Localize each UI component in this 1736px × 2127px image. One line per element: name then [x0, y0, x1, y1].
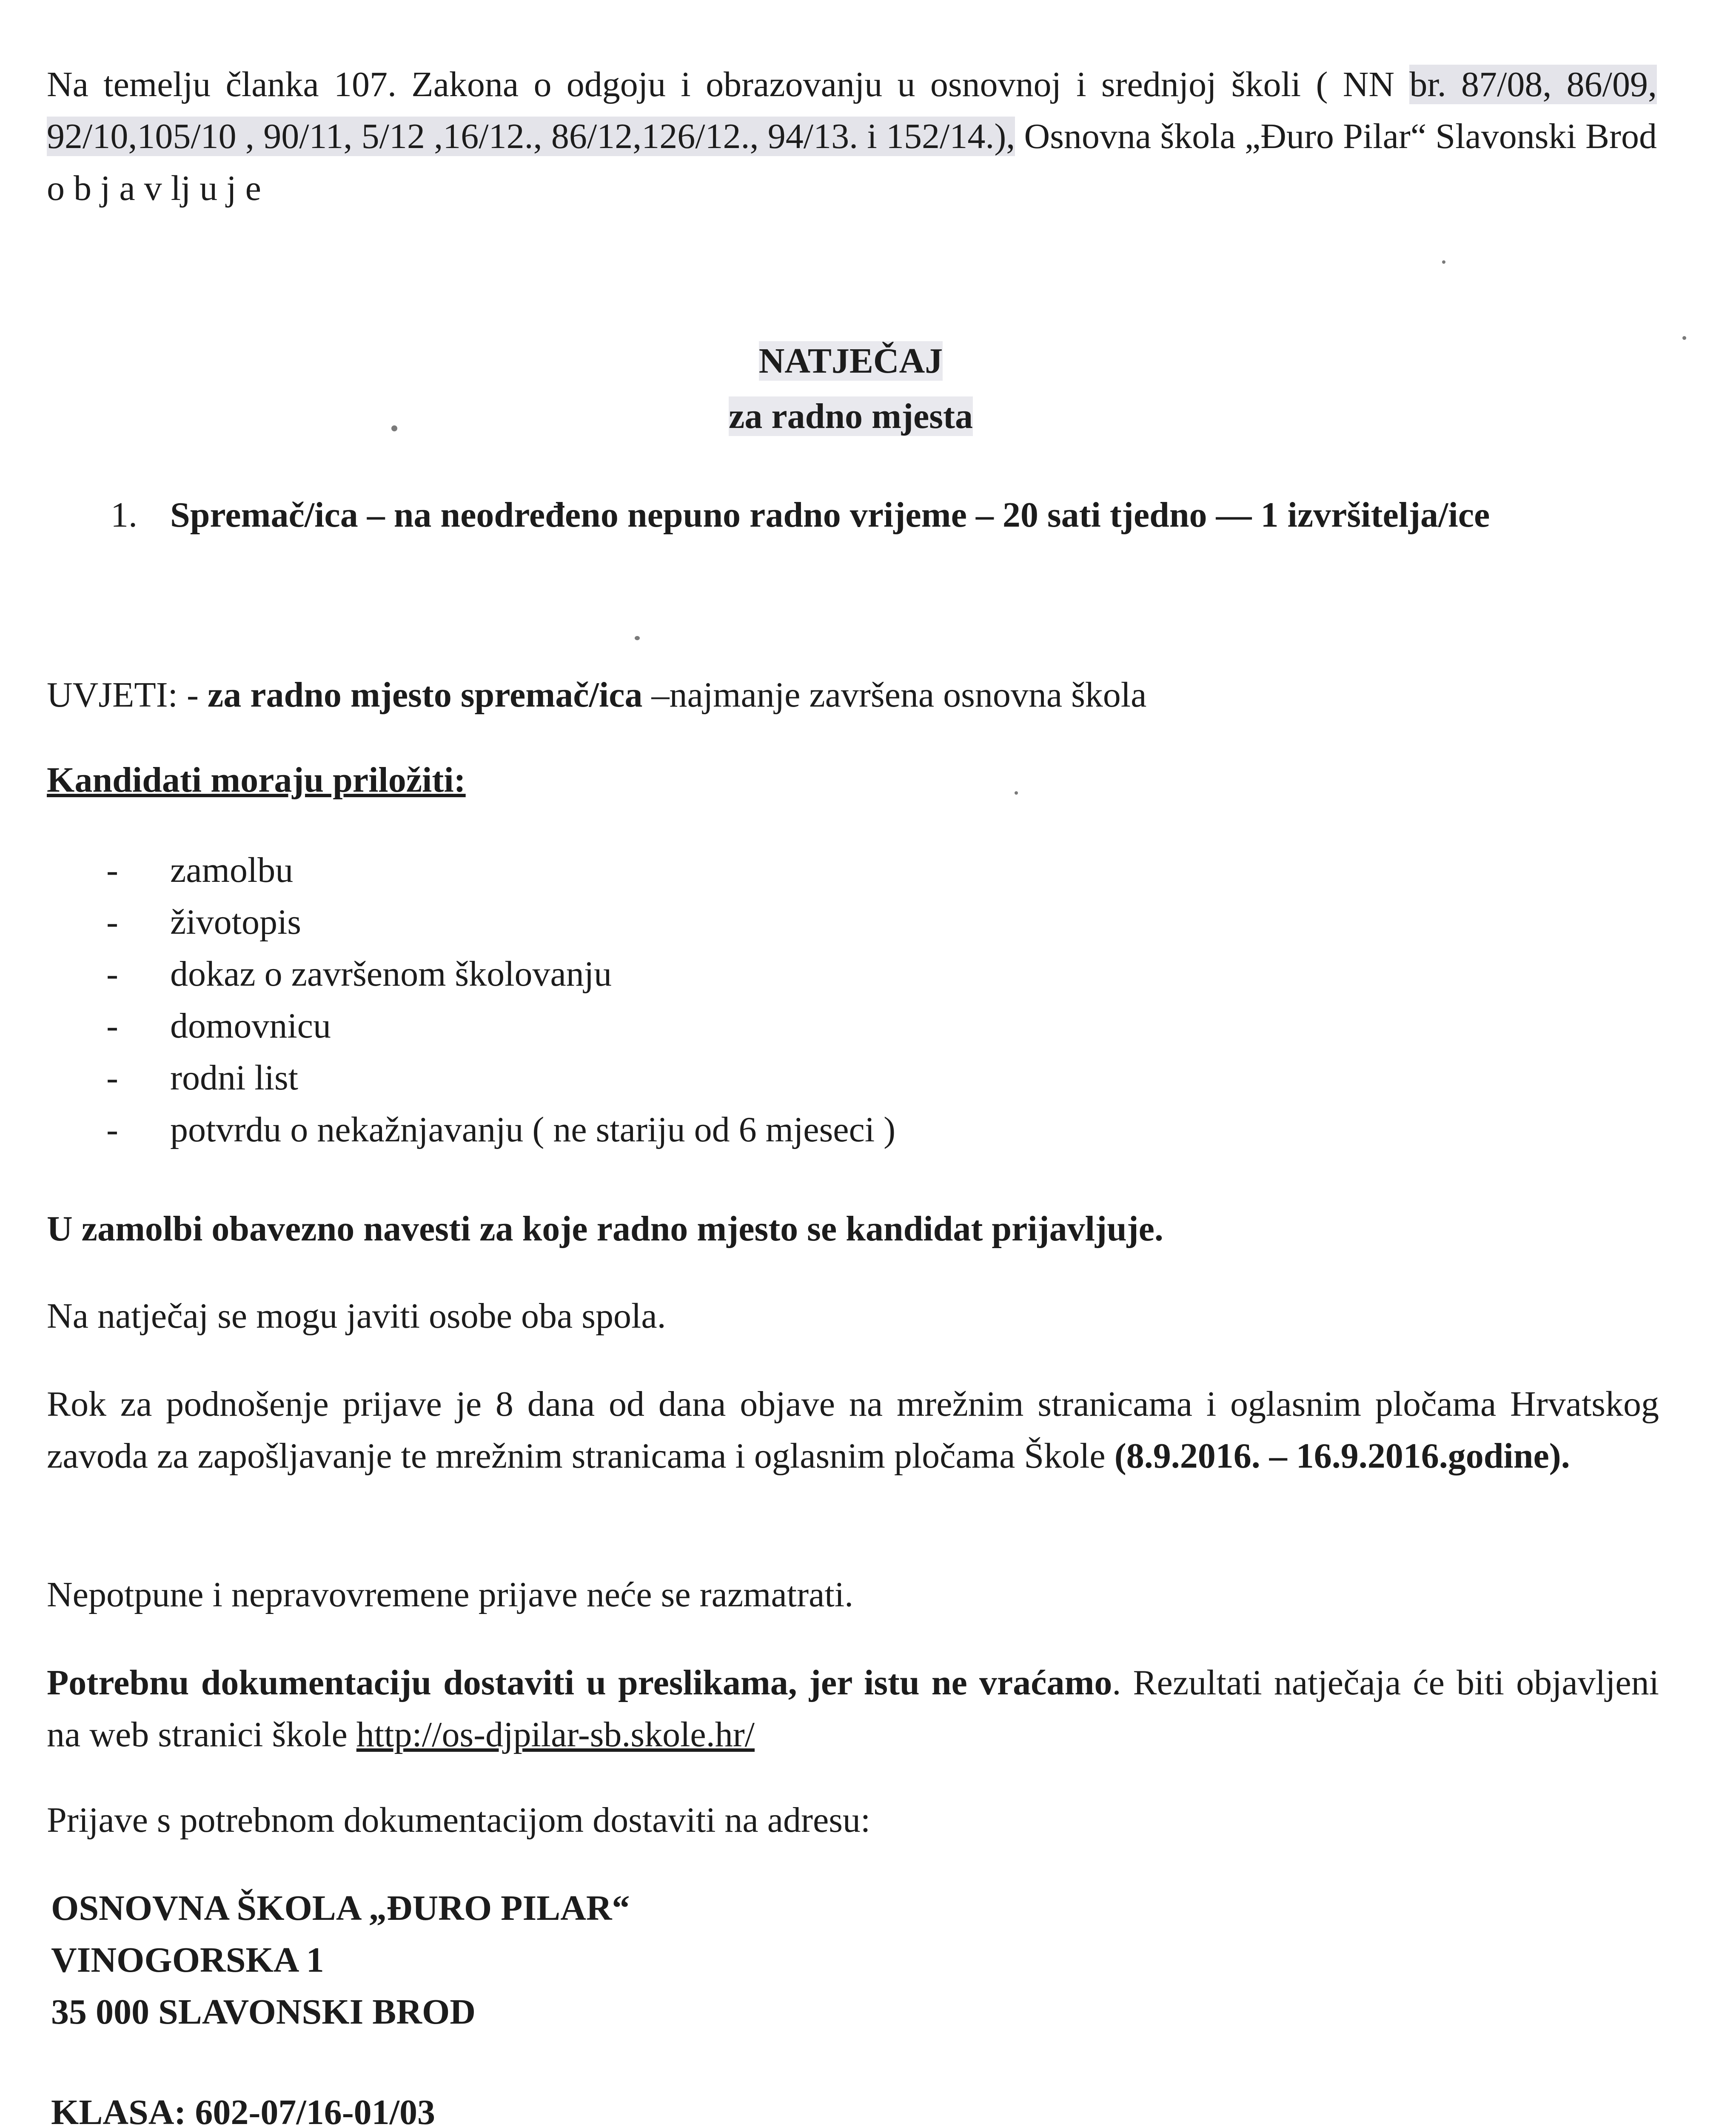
list-item: - rodni list	[106, 1052, 895, 1104]
address-line: VINOGORSKA 1	[51, 1940, 324, 1980]
application-note: U zamolbi obavezno navesti za koje radno mjesto se kandidat prijavljuje.	[47, 1209, 1163, 1249]
documentation-paragraph: Potrebnu dokumentaciju dostaviti u preslikama, jer istu ne vraćamo. Rezultati natječaja će biti objavljeni na web stranici škole http://os-djpilar-sb.skole.hr/	[47, 1663, 1659, 1754]
address-line: OSNOVNA ŠKOLA „ĐURO PILAR“	[51, 1888, 630, 1928]
klasa-number: KLASA: 602-07/16-01/03	[51, 2093, 435, 2127]
list-item: - životopis	[106, 896, 895, 948]
conditions-line	[47, 674, 1146, 716]
equal-opportunity-note: Na natječaj se mogu javiti osobe oba spola.	[47, 1296, 666, 1336]
scan-speck	[1442, 260, 1445, 264]
reference-block	[51, 2087, 586, 2127]
documents-heading: Kandidati moraju priložiti:	[47, 760, 466, 800]
deadline-dates: (8.9.2016. – 16.9.2016.godine).	[1114, 1436, 1570, 1476]
scan-speck	[635, 636, 640, 640]
address-line: 35 000 SLAVONSKI BROD	[51, 1992, 476, 2032]
intro-text-end: Osnovna škola „Đuro Pilar“ Slavonski Brod o b j a v lj u j e	[47, 117, 1657, 208]
list-item: - domovnicu	[106, 1000, 895, 1052]
position-description: Spremač/ica – na neodređeno nepuno radno vrijeme – 20 sati tjedno — 1 izvršitelja/ice	[170, 495, 1490, 535]
school-address	[51, 1882, 630, 2038]
incomplete-applications-note: Nepotpune i nepravovremene prijave neće se razmatrati.	[47, 1575, 854, 1614]
list-dash: -	[106, 954, 118, 994]
list-dash: -	[106, 902, 118, 942]
scan-speck	[1015, 791, 1018, 795]
school-website-link[interactable]: http://os-djpilar-sb.skole.hr/	[356, 1715, 755, 1754]
position-item	[111, 494, 1490, 536]
deadline-paragraph: Rok za podnošenje prijave je 8 dana od dana objave na mrežnim stranicama i oglasnim pločama Hrvatskog zavoda za zapošljavanje te mrežnim stranicama i oglasnim pločama Škole (8.9.2016. – 16.9.2016.godine).	[47, 1384, 1659, 1476]
scan-speck	[1682, 336, 1686, 340]
intro-paragraph	[47, 59, 1657, 214]
list-dash: -	[106, 1110, 118, 1149]
conditions-label: UVJETI: -	[47, 675, 208, 715]
list-item: - dokaz o završenom školovanju	[106, 948, 895, 1000]
notice-title: NATJEČAJ	[758, 341, 943, 381]
list-dash: -	[106, 1058, 118, 1098]
conditions-position: za radno mjesto spremač/ica	[207, 675, 643, 715]
list-dash: -	[106, 850, 118, 890]
intro-law-references: br. 87/08, 86/09, 92/10,105/10 , 90/11, 5/12 ,16/12., 86/12,126/12., 94/13. i 152/14.),	[47, 65, 1657, 156]
conditions-requirement: –najmanje završena osnovna škola	[642, 675, 1147, 715]
list-item: - potvrdu o nekažnjavanju ( ne stariju od 6 mjeseci )	[106, 1104, 895, 1156]
intro-text-start: Na temelju članka 107. Zakona o odgoju i obrazovanju u osnovnoj i srednjoj školi ( NN	[47, 65, 1410, 104]
required-documents-list	[106, 844, 895, 1156]
notice-subtitle: za radno mjesta	[729, 396, 973, 436]
position-number: 1.	[111, 495, 137, 535]
list-dash: -	[106, 1006, 118, 1046]
address-intro: Prijave s potrebnom dokumentacijom dostaviti na adresu:	[47, 1800, 871, 1840]
list-item: - zamolbu	[106, 844, 895, 896]
